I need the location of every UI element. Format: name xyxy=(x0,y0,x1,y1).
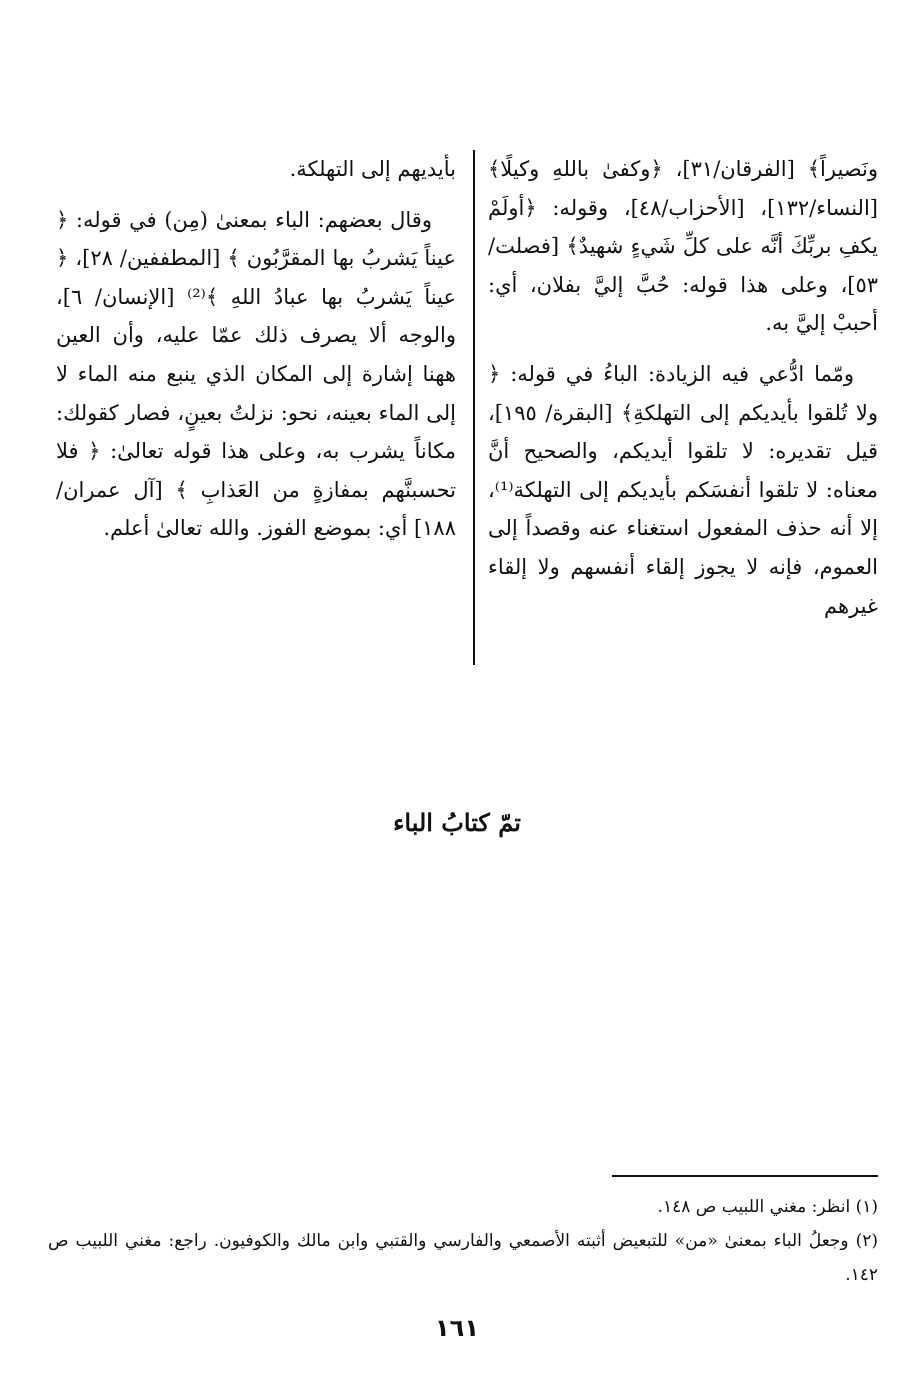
left-paragraph-1: بأيديهم إلى التهلكة. xyxy=(289,157,456,181)
footnote-2: (٢) وجعلُ الباء بمعنىٰ «من» للتبعيض أثبته الأصمعي والفارسي والقتبي وابن مالك والكوفيون. راجع: مغني اللبيب ص ١٤٢. xyxy=(48,1231,878,1285)
footnote-1: (١) انظر: مغني اللبيب ص ١٤٨. xyxy=(657,1197,878,1217)
chapter-end-title: تمّ كتابُ الباء xyxy=(393,808,521,837)
page-number: ١٦١ xyxy=(435,1314,479,1342)
footnotes xyxy=(48,1190,878,1292)
right-paragraph-2: ومّما ادُّعي فيه الزيادة: الباءُ في قوله: ﴿ ولا تُلقوا بأيديكم إلى التهلكةِ﴾ [البقرة/ ١٩٥]، قيل تقديره: لا تلقوا أيديكم، والصحيح أنَّ معناه: لا تلقوا أنفسَكم بأيديكم إلى التهلكة⁽¹⁾، إلا أنه حذف المفعول استغناء عنه وقصداً إلى العموم، فإنه لا يجوز إلقاء أنفسهم ولا إلقاء غيرهم xyxy=(488,361,878,618)
right-paragraph-1: ونَصيراً﴾ [الفرقان/٣١]، ﴿وكفىٰ باللهِ وكيلًا﴾ [النساء/١٣٢]، [الأحزاب/٤٨]، وقوله: ﴿أولَمْ يكفِ بربِّكَ أنَّه على كلِّ شَيءٍ شهيدٌ﴾ [فصلت/٥٣]، وعلى هذا قوله: حُبَّ إليَّ بفلان، أي: أحببْ إليَّ به. xyxy=(488,157,878,336)
left-paragraph-2: وقال بعضهم: الباء بمعنىٰ (مِن) في قوله: ﴿ عيناً يَشربُ بها المقرَّبُون ﴾ [المطففين/ ٢٨]، ﴿ عيناً يَشربُ بها عبادُ اللهِ ﴾⁽²⁾ [الإنسان/ ٦]، والوجه ألا يصرف ذلك عمّا عليه، وأن العين ههنا إشارة إلى المكان الذي ينبع منه الماء لا إلى الماء بعينه، نحو: نزلتُ بعينٍ، فصار كقولك: مكاناً يشرب به، وعلى هذا قوله تعالىٰ: ﴿ فلا تحسبنَّهم بمفازةٍ من العَذابِ ﴾ [آل عمران/ ١٨٨] أي: بموضع الفوز. والله تعالىٰ أعلم. xyxy=(56,207,456,541)
right-text-column xyxy=(488,150,878,637)
left-text-column xyxy=(56,150,456,560)
column-divider xyxy=(473,150,475,665)
footnote-separator xyxy=(612,1175,878,1177)
